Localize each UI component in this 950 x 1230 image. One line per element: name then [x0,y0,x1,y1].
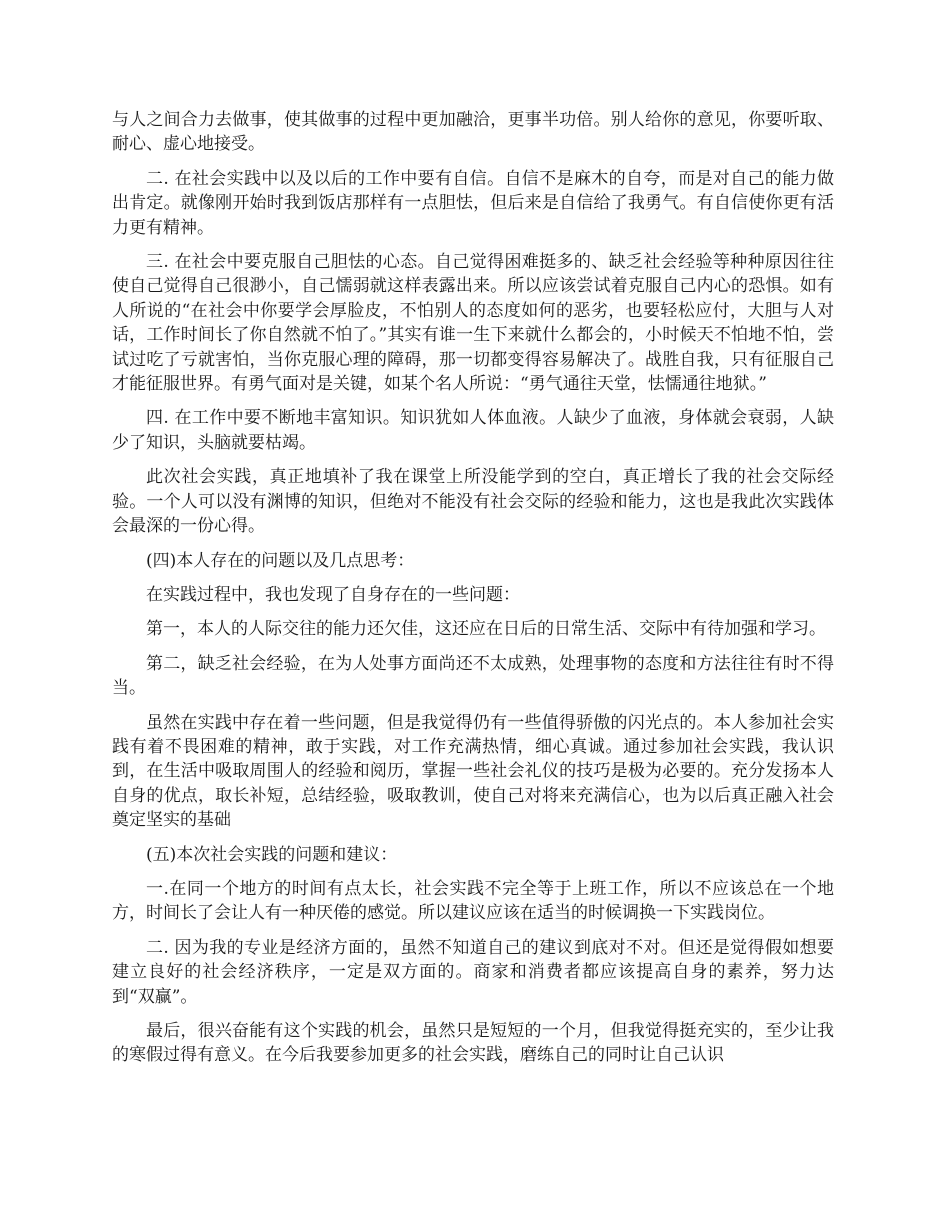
document-body [112,108,834,1078]
paragraph-confidence: 二. 在社会实践中以及以后的工作中要有自信。自信不是麻木的自夸，而是对自己的能力做出肯定。就像刚开始时我到饭店那样有一点胆怯，但后来是自信给了我勇气。有自信使你更有活力更有精神。 [112,168,834,238]
paragraph-practice-summary: 此次社会实践，真正地填补了我在课堂上所没能学到的空白，真正增长了我的社会交际经验。一个人可以没有渊博的知识，但绝对不能没有社会交际的经验和能力，这也是我此次实践体会最深的一份心得。 [112,467,834,537]
paragraph-overcome-timidity: 三. 在社会中要克服自己胆怯的心态。自己觉得困难挺多的、缺乏社会经验等种种原因往往使自己觉得自己很渺小，自己懦弱就这样表露出来。所以应该尝试着克服自己内心的恐惧。如有人所说的“在社会中你要学会厚脸皮，不怕别人的态度如何的恶劣，也要轻松应付，大胆与人对话，工作时间长了你自然就不怕了。”其实有谁一生下来就什么都会的，小时候天不怕地不怕，尝试过吃了亏就害怕，当你克服心理的障碍，那一切都变得容易解决了。战胜自我，只有征服自己才能征服世界。有勇气面对是关键，如某个名人所说：“勇气通往天堂，怯懦通往地狱。” [112,252,834,395]
paragraph-problem-first: 第一，本人的人际交往的能力还欠佳，这还应在日后的日常生活、交际中有待加强和学习。 [146,619,826,640]
paragraph-problem-second: 第二，缺乏社会经验，在为人处事方面尚还不太成熟，处理事物的态度和方法往往有时不得当。 [112,653,834,699]
paragraph-problems-intro: 在实践过程中，我也发现了自身存在的一些问题： [146,584,520,605]
paragraph-continuation: 与人之间合力去做事，使其做事的过程中更加融洽，更事半功倍。别人给你的意见，你要听取、耐心、虚心地接受。 [112,110,834,155]
paragraph-suggestion-two: 二. 因为我的专业是经济方面的，虽然不知道自己的建议到底对不对。但还是觉得假如想要建立良好的社会经济秩序，一定是双方面的。商家和消费者都应该提高自身的素养，努力达到“双赢”。 [112,937,834,1007]
paragraph-knowledge: 四. 在工作中要不断地丰富知识。知识犹如人体血液。人缺少了血液，身体就会衰弱，人缺少了知识，头脑就要枯竭。 [112,408,834,453]
paragraph-conclusion: 最后，很兴奋能有这个实践的机会，虽然只是短短的一个月，但我觉得挺充实的，至少让我的寒假过得有意义。在今后我要参加更多的社会实践，磨练自己的同时让自己认识 [112,1021,834,1066]
paragraph-suggestion-one: 一.在同一个地方的时间有点太长，社会实践不完全等于上班工作，所以不应该总在一个地方，时间长了会让人有一种厌倦的感觉。所以建议应该在适当的时候调换一下实践岗位。 [112,878,834,924]
section-heading-problems: (四)本人存在的问题以及几点思考： [146,550,415,571]
paragraph-highlights: 虽然在实践中存在着一些问题，但是我觉得仍有一些值得骄傲的闪光点的。本人参加社会实践有着不畏困难的精神，敢于实践，对工作充满热情，细心真诚。通过参加社会实践，我认识到，在生活中吸取周围人的经验和阅历，掌握一些社会礼仪的技巧是极为必要的。充分发扬本人自身的优点，取长补短，总结经验，吸取教训，使自己对将来充满信心，也为以后真正融入社会奠定坚实的基础 [112,712,834,831]
section-heading-suggestions: (五)本次社会实践的问题和建议： [146,844,398,865]
